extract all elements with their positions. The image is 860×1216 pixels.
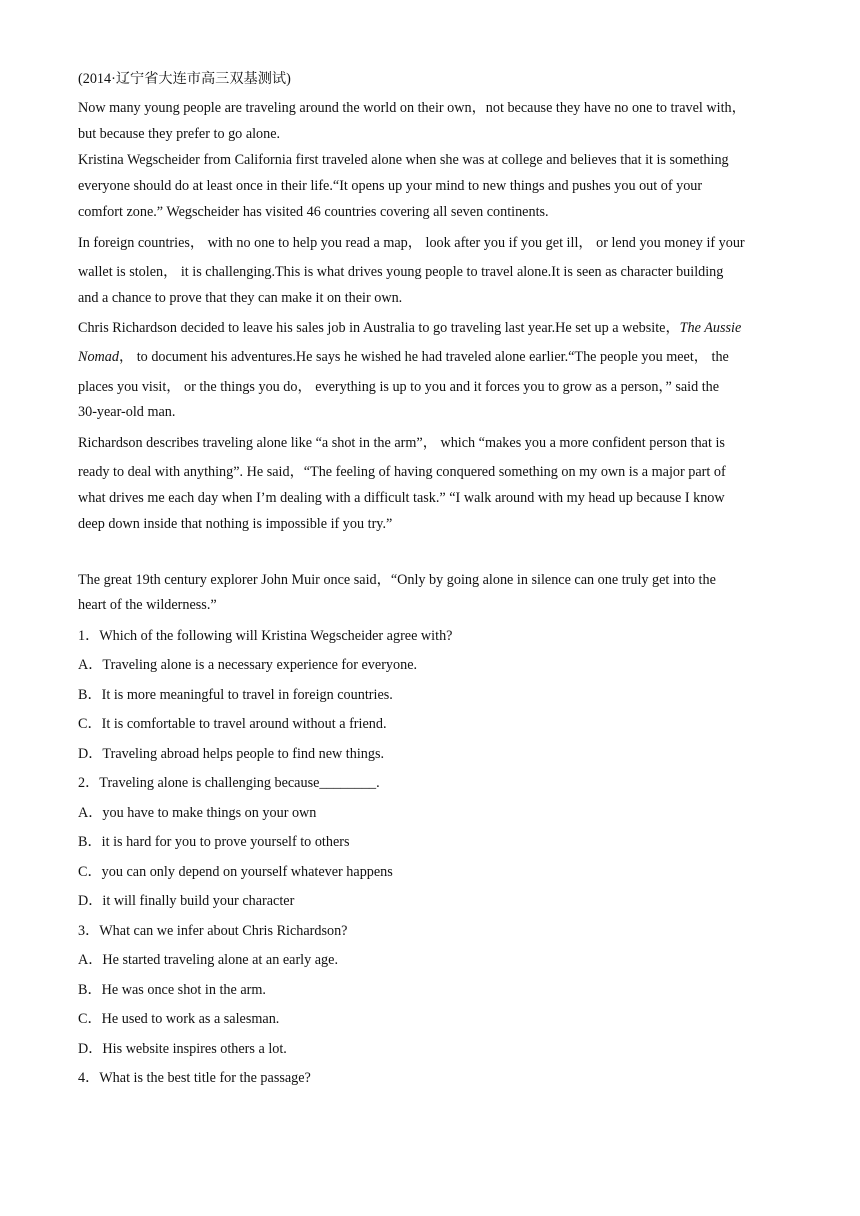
paragraph-4-line-2	[78, 346, 729, 366]
paragraph-4-line-2-text: ， to document his adventures.He says he wished he had traveled alone earlier.“The people you meet， the	[119, 349, 729, 365]
paragraph-5-line-4: deep down inside that nothing is impossible if you try.”	[78, 516, 393, 532]
question-3-option-d: D．His website inspires others a lot.	[78, 1041, 287, 1057]
question-2-option-b: B．it is hard for you to prove yourself to others	[78, 834, 350, 850]
paragraph-2-line-1: Kristina Wegscheider from California first traveled alone when she was at college and believes that it is something	[78, 152, 729, 168]
question-2-stem: 2．Traveling alone is challenging because________.	[78, 775, 380, 791]
paragraph-4-line-1-text: Chris Richardson decided to leave his sales job in Australia to go traveling last year.He set up a website，	[78, 320, 680, 336]
paragraph-4-line-1	[78, 317, 741, 337]
question-3-stem: 3．What can we infer about Chris Richardson?	[78, 923, 348, 939]
question-2-option-c: C．you can only depend on yourself whatever happens	[78, 864, 393, 880]
paragraph-6-line-1: The great 19th century explorer John Muir once said，“Only by going alone in silence can one truly get into the	[78, 572, 716, 588]
paragraph-6-line-2: heart of the wilderness.”	[78, 597, 217, 613]
paragraph-4-line-4: 30-year-old man.	[78, 404, 176, 420]
question-1-option-a: A．Traveling alone is a necessary experience for everyone.	[78, 657, 418, 673]
paragraph-5-line-3: what drives me each day when I’m dealing with a difficult task.” “I walk around with my head up because I know	[78, 490, 725, 506]
question-1-option-c: C．It is comfortable to travel around without a friend.	[78, 716, 387, 732]
paragraph-3-line-1: In foreign countries， with no one to help you read a map， look after you if you get ill， or lend you money if your	[78, 235, 745, 251]
paragraph-1-line-2: but because they prefer to go alone.	[78, 126, 281, 142]
website-name-part-1: The Aussie	[679, 320, 742, 336]
question-3-option-a: A．He started traveling alone at an early age.	[78, 952, 338, 968]
question-1-option-d: D．Traveling abroad helps people to find new things.	[78, 746, 385, 762]
paragraph-3-line-2: wallet is stolen， it is challenging.This is what drives young people to travel alone.It is seen as character building	[78, 264, 724, 280]
question-4-stem: 4．What is the best title for the passage?	[78, 1070, 311, 1086]
question-2-option-a: A．you have to make things on your own	[78, 805, 317, 821]
question-3-option-b: B．He was once shot in the arm.	[78, 982, 266, 998]
question-1-option-b: B．It is more meaningful to travel in foreign countries.	[78, 687, 393, 703]
question-2-option-d: D．it will finally build your character	[78, 893, 295, 909]
paragraph-5-line-1: Richardson describes traveling alone like “a shot in the arm”， which “makes you a more confident person that is	[78, 435, 725, 451]
paragraph-2-line-3: comfort zone.” Wegscheider has visited 46 countries covering all seven continents.	[78, 204, 549, 220]
website-name-part-2: Nomad	[78, 349, 119, 365]
paragraph-4-line-3: places you visit， or the things you do， everything is up to you and it forces you to grow as a person，” said the	[78, 379, 720, 395]
paragraph-5-line-2: ready to deal with anything”. He said，“The feeling of having conquered something on my own is a major part of	[78, 464, 726, 480]
question-1-stem: 1．Which of the following will Kristina Wegscheider agree with?	[78, 628, 453, 644]
source-note: (2014·辽宁省大连市高三双基测试)	[78, 71, 291, 87]
question-3-option-c: C．He used to work as a salesman.	[78, 1011, 280, 1027]
paragraph-3-line-3: and a chance to prove that they can make it on their own.	[78, 290, 403, 306]
paragraph-2-line-2: everyone should do at least once in their life.“It opens up your mind to new things and pushes you out of your	[78, 178, 703, 194]
paragraph-1-line-1: Now many young people are traveling around the world on their own，not because they have no one to travel with，	[78, 100, 746, 116]
